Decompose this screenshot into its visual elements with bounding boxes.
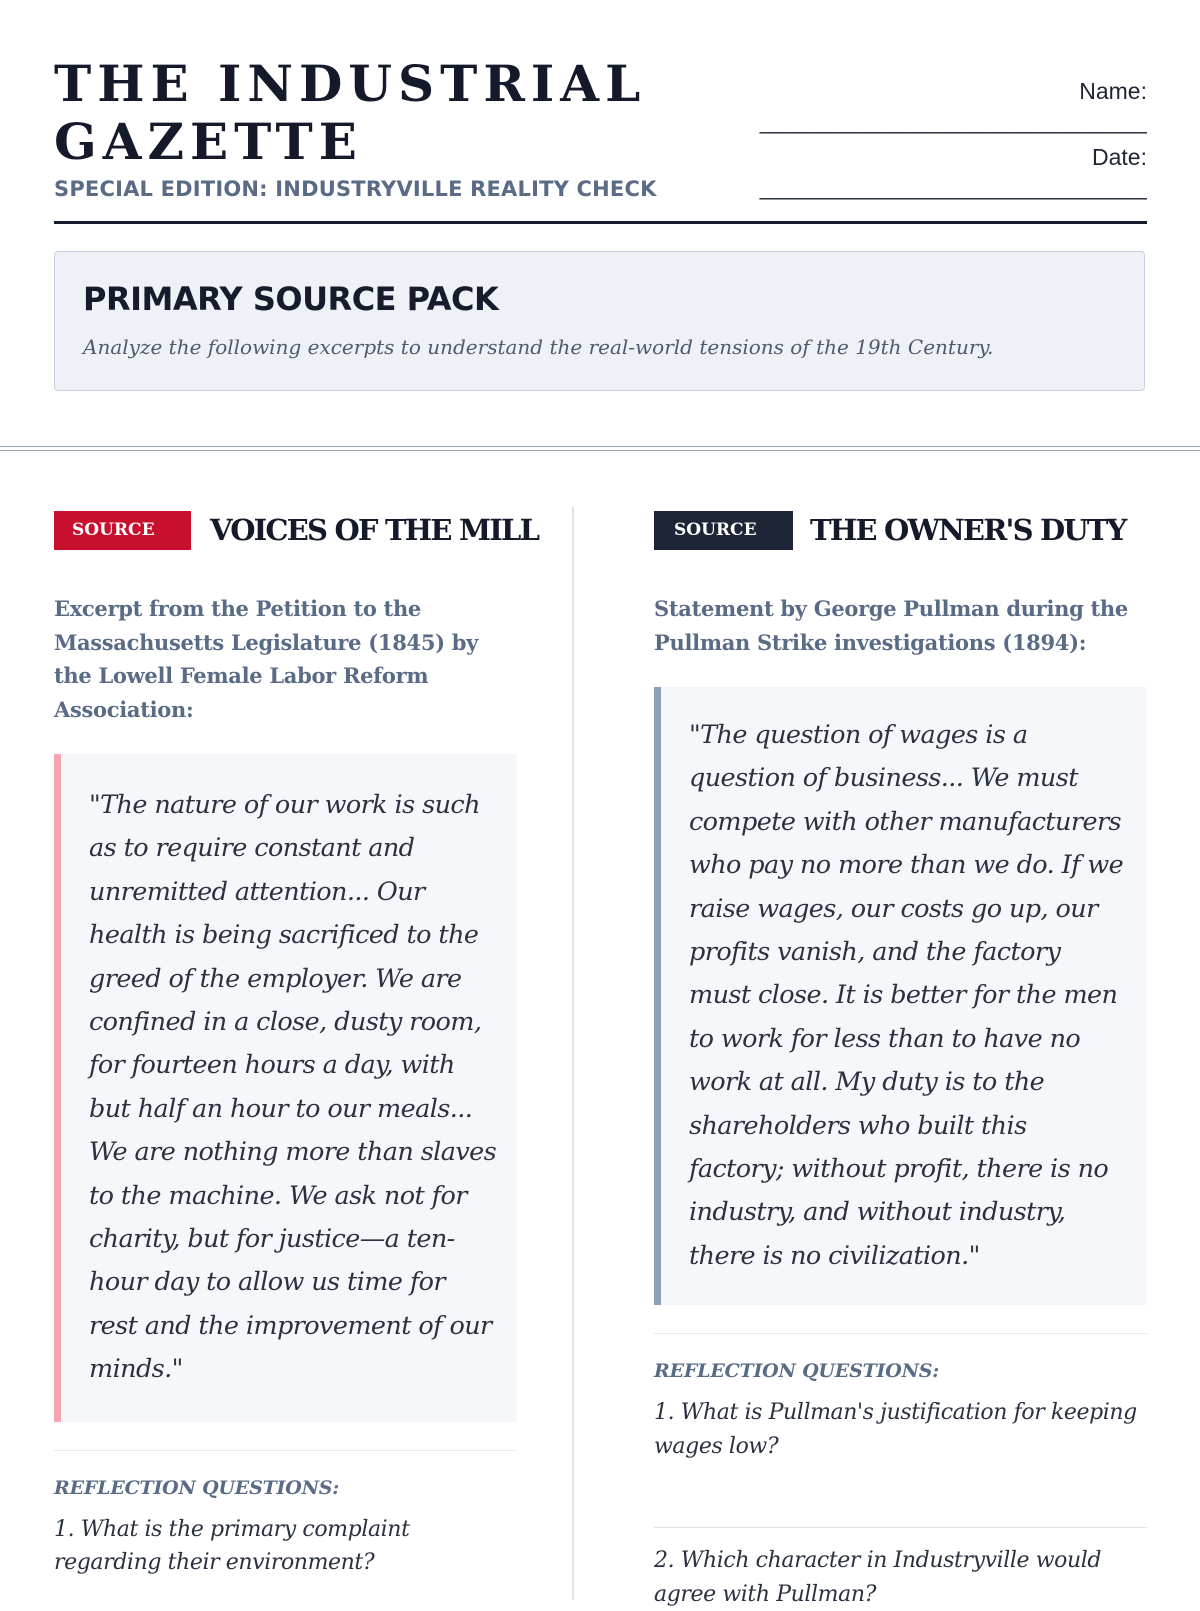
source-a-header <box>54 510 539 579</box>
pack-title: PRIMARY SOURCE PACK <box>83 280 499 318</box>
pack-description: Analyze the following excerpts to understand the real-world tensions of the 19th Century. <box>83 335 994 359</box>
masthead <box>54 55 1147 224</box>
source-b-reflection-label: REFLECTION QUESTIONS: <box>654 1360 940 1383</box>
source-b-question-1: 1. What is Pullman's justification for keeping wages low? <box>654 1400 1137 1459</box>
source-a-badge: SOURCE A <box>54 511 191 550</box>
source-a-question-1: 1. What is the primary complaint regarding their environment? <box>54 1516 410 1576</box>
source-b-header <box>654 510 1147 579</box>
name-label: Name: <box>1079 78 1147 104</box>
edition-subtitle: SPECIAL EDITION: INDUSTRYVILLE REALITY CHECK <box>54 177 657 201</box>
source-b-title: THE OWNER'S DUTY <box>810 513 1126 547</box>
column-divider <box>572 507 574 1600</box>
title-line-2: GAZETTE <box>54 112 363 171</box>
reflection-separator <box>654 1333 1147 1334</box>
answer-line[interactable] <box>654 1527 1147 1528</box>
source-b-quote: "The question of wages is a question of business... We must compete with other manufacturers who pay no more than we do. If we raise wages, our costs go up, our profits vanish, and the factory must close. It is better for the men to work for less than to have no work at all. My duty is to the shareholders who built this factory; without profit, there is no industry, and without industry, there is no civilization." <box>654 687 1147 1305</box>
newspaper-title <box>54 55 646 171</box>
source-a-quote: "The nature of our work is such as to require constant and unremitted attention... Our health is being sacrificed to the greed of the employer. We are confined in a close, dusty room, for fourteen hours a day, with but half an hour to our meals... We are nothing more than slaves to the machine. We ask not for charity, but for justice—a ten-hour day to allow us time for rest and the improvement of our minds." <box>54 754 517 1422</box>
source-a-title: VOICES OF THE MILL <box>210 513 539 547</box>
source-a-reflection-label: REFLECTION QUESTIONS: <box>54 1476 340 1499</box>
source-b-column <box>654 510 1147 1611</box>
title-line-1: THE INDUSTRIAL <box>54 54 647 113</box>
reflection-separator <box>54 1450 517 1451</box>
source-b-badge: SOURCE B <box>654 511 793 550</box>
source-b-question-2: 2. Which character in Industryville would agree with Pullman? <box>654 1548 1102 1607</box>
name-field[interactable]: _________________________________ <box>759 109 1147 134</box>
source-a-attribution: Excerpt from the Petition to the Massachusetts Legislature (1845) by the Lowell Female Labor Reform Association: <box>54 596 479 722</box>
student-info <box>697 75 1147 207</box>
primary-source-pack-box <box>54 251 1145 391</box>
date-label: Date: <box>1092 144 1147 170</box>
date-field[interactable]: _________________________________ <box>759 175 1147 200</box>
source-b-attribution: Statement by George Pullman during the Pullman Strike investigations (1894): <box>654 596 1128 655</box>
source-a-column <box>54 510 539 1580</box>
section-divider <box>0 446 1200 451</box>
